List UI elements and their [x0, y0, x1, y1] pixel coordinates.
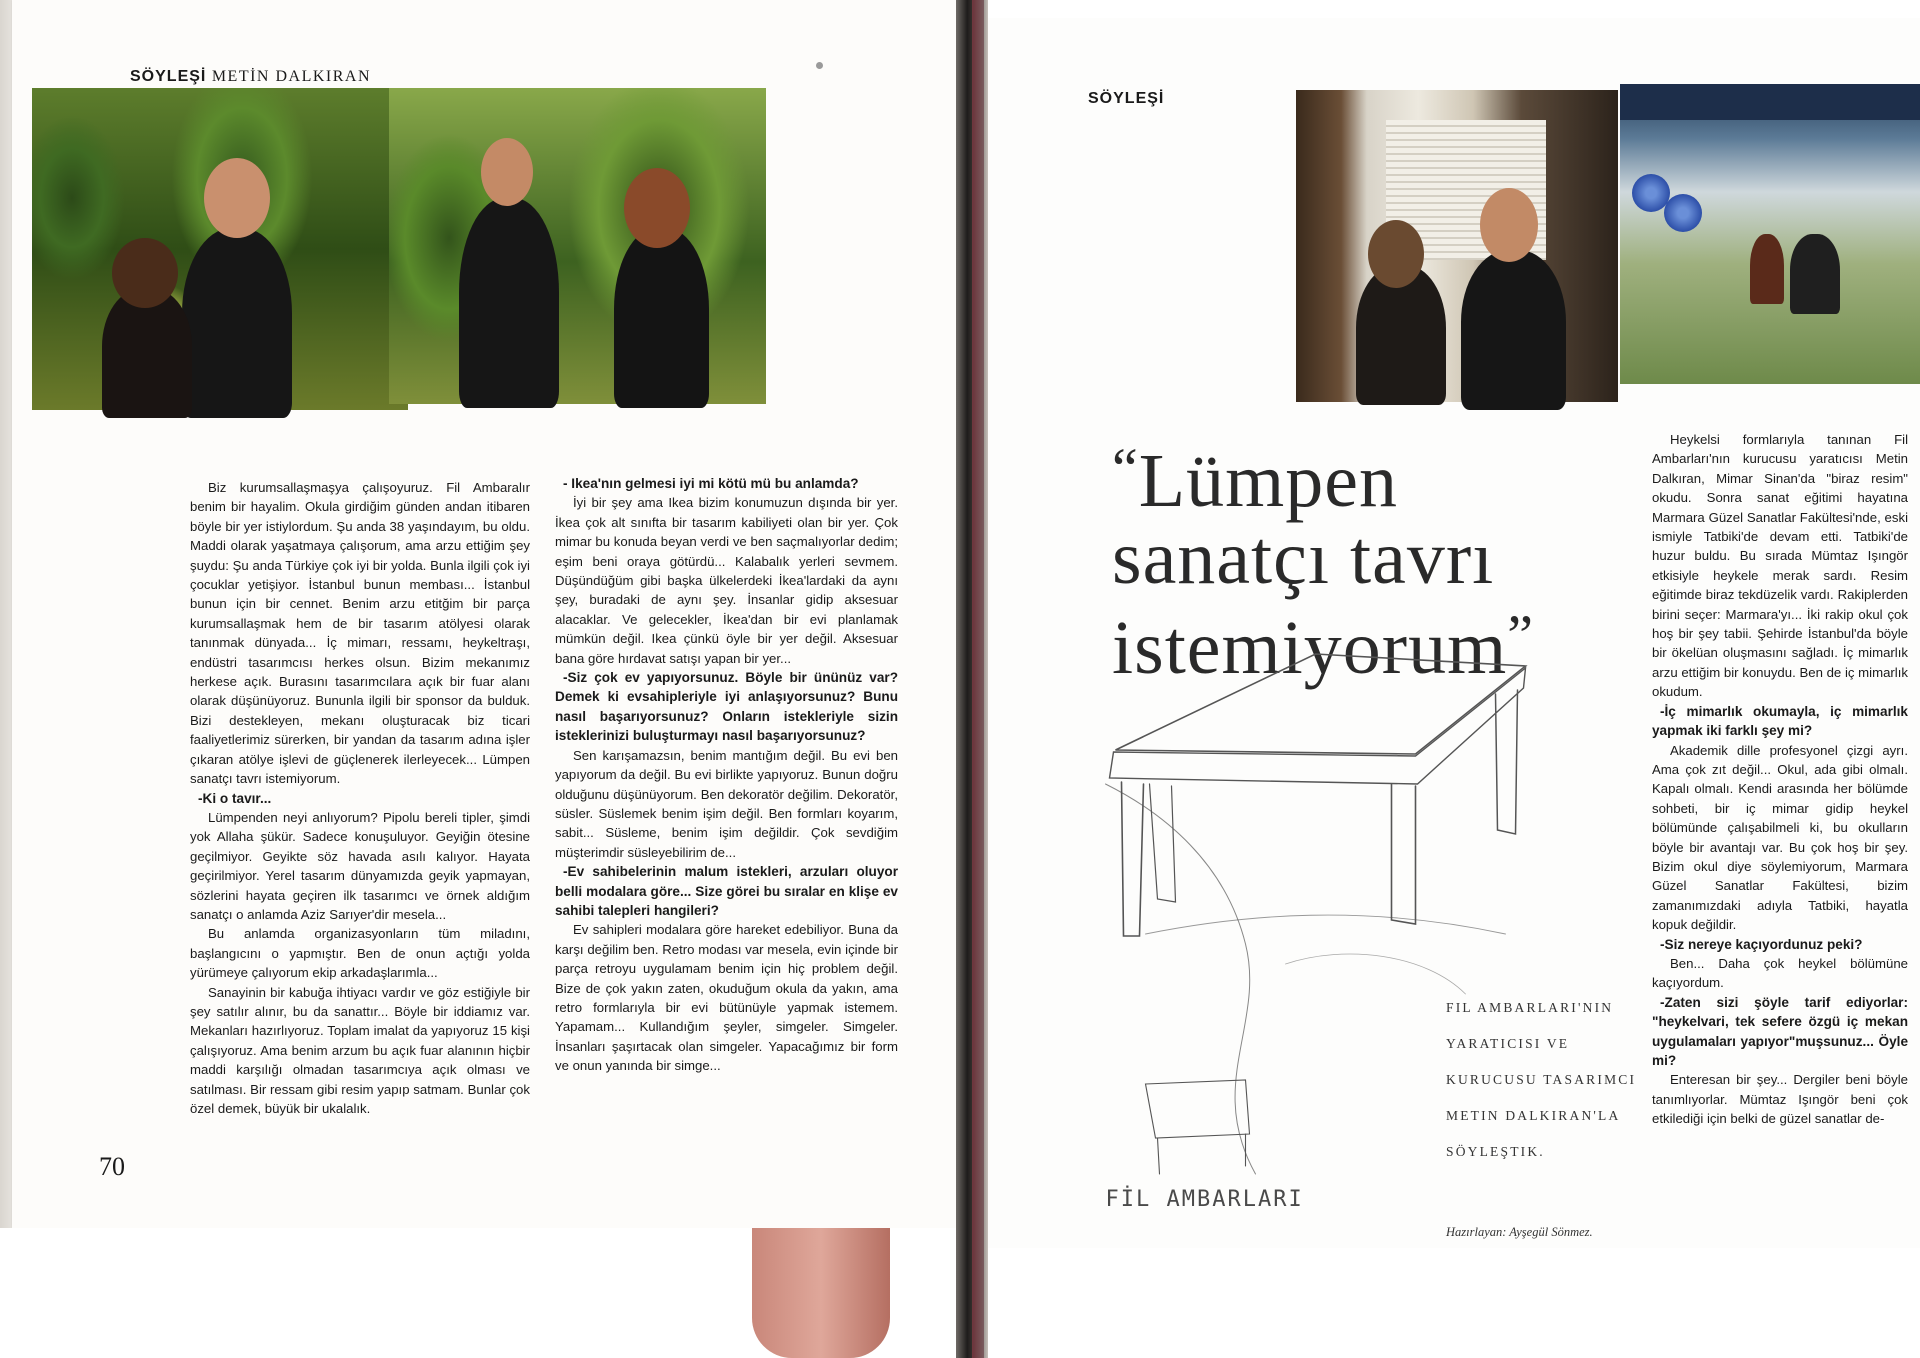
sketch-stroke	[1286, 954, 1466, 994]
man-figure	[182, 228, 292, 418]
sketch-signature: FİL AMBARLARI	[1105, 1187, 1304, 1212]
diner-figure	[1790, 234, 1840, 314]
article-column-2	[555, 474, 898, 1076]
page-number: 70	[99, 1152, 125, 1181]
woman-head	[624, 168, 690, 248]
diner-figure	[1750, 234, 1784, 304]
section-header	[130, 68, 371, 86]
paragraph: Bu anlamda organizasyonların tüm miladını, başlangıcını o yapmıştır. Ben de onun açtığı yolda yürümeye çalıyorum ekip arkadaşlarımla...	[190, 926, 530, 981]
caption-line: METIN DALKIRAN'LA	[1446, 1108, 1621, 1123]
man-figure	[459, 198, 559, 408]
man-head	[204, 158, 270, 238]
left-page	[12, 0, 956, 1228]
caption-line: FIL AMBARLARI'NIN	[1446, 1000, 1614, 1015]
print-speck	[816, 62, 823, 69]
garden-photo-2	[389, 88, 766, 404]
interview-caption	[1446, 990, 1656, 1170]
gutter-fold	[972, 0, 984, 1358]
caption-line: YARATICISI VE	[1446, 1036, 1570, 1051]
paragraph: Ben... Daha çok heykel bölümüne kaçıyordum.	[1652, 955, 1908, 991]
terrace-photo	[1620, 84, 1920, 384]
open-quote: “	[1112, 436, 1139, 501]
man-head	[481, 138, 533, 206]
woman-head	[1368, 220, 1424, 288]
paragraph: Lümpenden neyi anlıyorum? Pipolu bereli tipler, şimdi yok Allaha şükür. Sadece konuşuluyor. Geyiğin ötesine geçilmiyor. Geyikte söz havada asılı kalıyor. Hayata geçirilmiyor. Yerel tasarım dünyamızda geyik yapmayan, sözlerini hayata geçiren ilk tasarımcı ve örnek aldığım sanatçı o anlamda Aziz Sarıyer'dir mesela...	[190, 809, 530, 922]
right-page	[988, 18, 1920, 1248]
section-header	[1088, 90, 1164, 108]
credit-prepared: Hazırlayan: Ayşegül Sönmez.	[1446, 1225, 1593, 1239]
finger-shadow	[752, 1228, 890, 1358]
man-head	[1480, 188, 1538, 262]
decor-ball	[1664, 194, 1702, 232]
paragraph: Biz kurumsallaşmaşya çalışoyuruz. Fil Ambaralır benim bir hayalim. Okula girdiğim günden andan itibaren böyle bir yer istiylordum. Şu anda 38 yaşındayım, bu oldu. Maddi olarak yaşatmaya çalışorum, ama arzu ettiğim şey şuydu: Şu anda Türkiye çok iyi bir yolda. Bunla ilgili çok iyi çocuklar yetişiyor. İstanbul bunun membası... İstanbul bunun için bir cennet. Benim arzu etitğim bir parça kurumsallaşmak hem de bir tasarım atölyesi olarak tanınmak dünyada... İç mimarı, ressamı, heykeltraşı, endüstri tasarımcısı herkes olsun. Bizim mekanımız herkese açık. Burasını tasarımcılara açık bir fuar alanı olarak düşünüyoruz. Bununla ilgili bir sponsor da bulduk. Bizi destekleyen, mekanı oluşturacak biz ticari faaliyetlerimiz sürerken, bir yandan da tasarım adına işler çıkaran atölye işlevi de güçlenerek ilerleyecek... Lümpen sanatçı tavrı istemiyorum.	[190, 480, 530, 787]
article-column-3	[1652, 430, 1908, 1129]
interviewee-name: METİN DALKIRAN	[211, 68, 372, 85]
paragraph: Ev sahipleri modalara göre hareket edebiliyor. Buna da karşı değilim ben. Retro modası var mesela, evin içinde bir parça retroyu uygulamam benim için hiç problem değil. Bize de çok yakın zaten, okuduğum okula da yakın, ama retro formlarıyla bir evi bütünüyle yapmak istemem. Yapamam... Kullandığım şeyler, simgeler. Simgeler. İnsanları şaşırtacak olan simgeler. Yapacağımız bir form ve onun yanında bir simge...	[555, 922, 898, 1074]
sketch-tabletop	[1116, 654, 1526, 754]
interview-question: -Ki o tavır...	[198, 790, 272, 806]
interview-question: -Zaten sizi şöyle tarif ediyorlar: "heykelvari, tek sefere özgü iç mekan uygulamaları yapıyor"muşsunuz... Öyle mi?	[1652, 994, 1908, 1068]
caption-line: KURUCUSU TASARIMCI	[1446, 1072, 1637, 1087]
interview-question: -Siz nereye kaçıyordunuz peki?	[1660, 936, 1863, 952]
sketch-leg	[1496, 690, 1518, 834]
headline-line: sanatçı tavrı	[1112, 516, 1495, 600]
woman-figure	[614, 228, 709, 408]
scan-background	[988, 1248, 1920, 1358]
section-label: SÖYLEŞİ	[1088, 90, 1165, 107]
interview-question: - Ikea'nın gelmesi iyi mi kötü mü bu anlamda?	[563, 476, 859, 491]
paragraph: Sanayinin bir kabuğa ihtiyacı vardır ve göz estiğiyle bir şey satılır alınır, bu da sanattır... Böyle bir iddiamız var. Mekanları hazırlıyoruz. Toplam imalat da yapıyoruz 15 kişi çalışıyoruz. Ama benim arzum bu açık fuar alanının hiçbir maddi karşılığı olmadan tasarımcıya açık olması ve satılması. Bir ressam gibi resim yapıp satmam. Bunlar çok özel demek, büyük bir ukalalık.	[190, 984, 530, 1116]
sketch-stroke	[1106, 784, 1256, 1174]
sketch-small-table-legs	[1158, 1134, 1246, 1174]
sketch-leg	[1122, 782, 1144, 936]
article-column-1	[190, 478, 530, 1118]
paragraph: Akademik dille profesyonel çizgi ayrı. Ama çok zıt değil... Okul, ada gibi olmalı. Kapalı olmalı. Kendi arasında her bölümde sohbeti, bir iç mimar gidip heykel bölümünde çalışabilmeli ki, bu okulların böyle bir avantajı var. Bu çok hoş bir şey. Bizim okul diye söylemiyorum, Marmara Güzel Sanatlar Fakültesi, bizim zamanımızdaki adıyla Tatbiki, hayatla kopuk değildir.	[1652, 742, 1908, 933]
sketch-small-table	[1146, 1080, 1250, 1138]
paragraph: Enteresan bir şey... Dergiler beni böyle tanımlıyorlar. Mümtaz Işıngör beni çok etkilediği için belki de güzel sanatlar de-	[1652, 1072, 1908, 1127]
paragraph: Heykelsi formlarıyla tanınan Fil Ambarları'nın kurucusu yaratıcısı Metin Dalkıran, Mimar Sinan'da "biraz resim" okudu. Sonra sanat eğitimi hayatına Marmara Güzel Sanatlar Fakültesi'nde, eski ismiyle Tatbiki'de devam etti. Tatbiki'de huzur buldu. Bu sırada Mümtaz Işıngör etkisiyle heykele merak sardı. Resim eğitimde biraz tekdüzelik vardı. Rakiplerden birini seçer: Marmara'yı... İki rakip okul çok hoş bir şey tabii. Şehirde İstanbul'da böyle bir ökelüan oluşmasını sağladı. İç mimarlık arzu ettiğim bir konuydu. Ben de iç mimarlık okudum.	[1652, 432, 1908, 700]
garden-photo-1	[32, 88, 408, 410]
interview-question: -Siz çok ev yapıyorsunuz. Böyle bir ününüz var? Demek ki evsahipleriyle iyi anlaşıyorsunuz? Bunu nasıl başarıyorsunuz? Onların istekleriyle sizin isteklerinizi buluşturmayı nasıl başarıyorsunuz?	[555, 670, 898, 744]
paragraph: Sen karışamazsın, benim mantığım değil. Bu evi ben yapıyorum da değil. Bu evi birlikte yapıyoruz. Bunun doğru olduğunu düşünüyorum. Ben dekoratör değilim. Dekoratör, süsler. Süslemek benim işim değil. Ben formları koyarım, sabit... Süsleme, benim işim değildir. Çok sevdiğim müşterimdir süsleyebilirim de...	[555, 747, 898, 860]
caption-line: SÖYLEŞTIK.	[1446, 1144, 1545, 1159]
interview-question: -İç mimarlık okumayla, iç mimarlık yapmak iki farklı şey mi?	[1652, 703, 1908, 739]
sketch-leg	[1150, 784, 1176, 902]
sketch-leg	[1392, 784, 1416, 924]
sketch-table-edge	[1110, 668, 1526, 784]
close-quote: ”	[1507, 603, 1534, 668]
interview-question: -Ev sahibelerinin malum istekleri, arzuları oluyor belli modalara göre... Size görei bu sıralar en klişe ev sahibi talepleri hangileri?	[555, 864, 898, 918]
section-label: SÖYLEŞİ	[130, 68, 207, 85]
awning	[1620, 84, 1920, 120]
paragraph: İyi bir şey ama Ikea bizim konumuzun dışında bir yer. İkea çok alt sınıfta bir tasarım kabiliyeti olan bir yer. Çok mimar bu konuda beyan verdi ve ben saçmalıyorlar dedim; eşim beni oraya götürdü... Kalabalık yerleri sevmem. Düşündüğüm gibi başka ülkelerdeki İkea'lardaki da aynı şey, buradaki de aynı şey. İnsanlar gidip aksesuar alacaklar. Ve gelecekler, İkea'dan bir evi planlamak mümkün değil. Ikea çünkü öyle bir yer değil. Aksesuar bana göre hırdavat satışı yapan bir yer...	[555, 495, 898, 666]
man-figure	[1461, 250, 1566, 410]
interior-photo	[1296, 90, 1618, 402]
headline-line: istemiyorum	[1112, 606, 1508, 690]
sketch-stroke	[1146, 915, 1506, 934]
headline-line: Lümpen	[1138, 439, 1399, 523]
woman-head	[112, 238, 178, 308]
